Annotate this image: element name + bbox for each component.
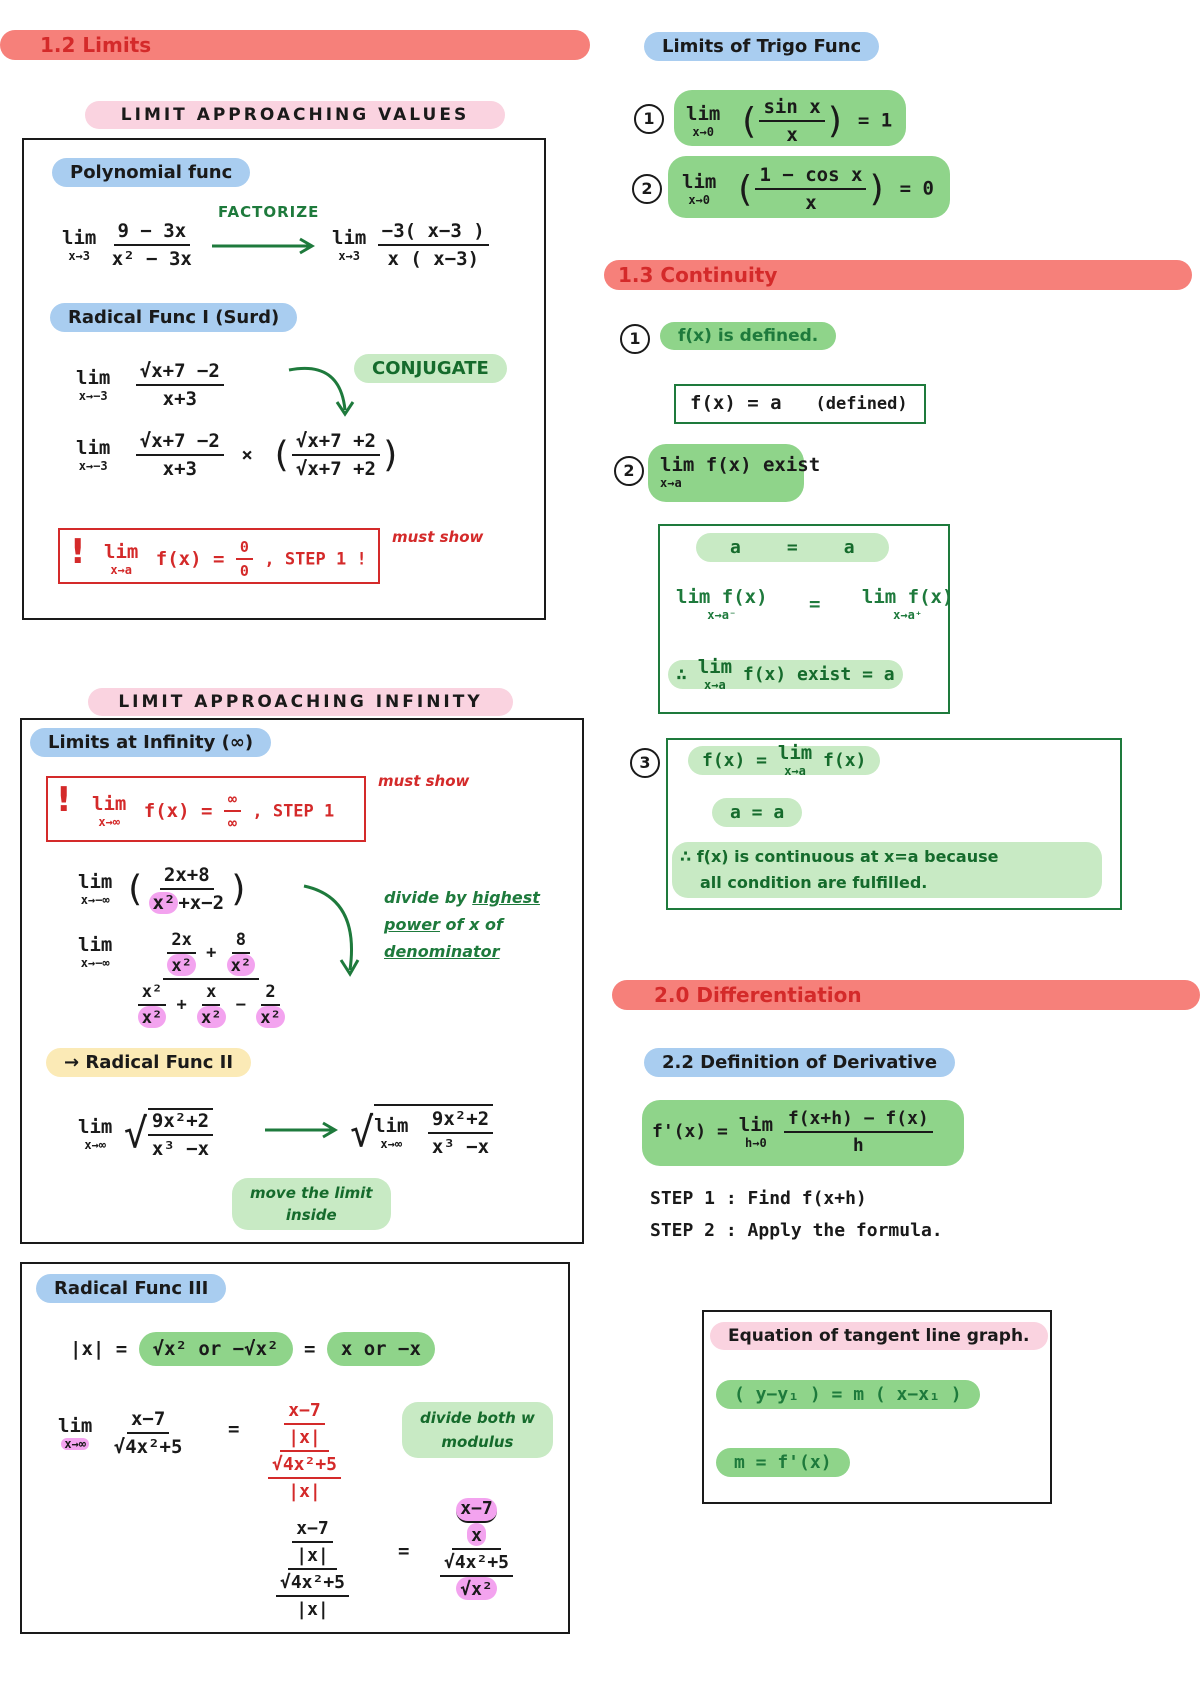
condition-3-expression: f(x) = lim x→a f(x): [688, 744, 880, 777]
tangent-title: Equation of tangent line graph.: [710, 1322, 1048, 1350]
condition-1-pill: f(x) is defined.: [660, 322, 836, 350]
divide-modulus-note: divide both w modulus: [402, 1402, 553, 1458]
number-circle-3: 3: [630, 748, 660, 778]
trigo-func-label: Limits of Trigo Func: [644, 32, 879, 61]
defined-expression: f(x) = a (defined): [690, 392, 908, 414]
slope-equation: m = f'(x): [716, 1448, 850, 1477]
radical-3-expression: lim x→∞ $\frac{x-7}{\text{√4x²+5}}$: [58, 1408, 183, 1458]
step-2: STEP 2 : Apply the formula.: [650, 1220, 943, 1241]
inf-over-inf-rule: lim x→∞ f(x) = $\frac{\infty}{\infty}$ , STEP 1: [92, 790, 335, 832]
a-equals-a: a = a: [696, 536, 889, 558]
section-title: 1.3 Continuity: [618, 263, 778, 287]
radical-2-limit-inside: √ lim x→∞ $\frac{\text{9x²+2}}{\text{x³ −x}}$: [350, 1104, 493, 1158]
radical-func-1-label: Radical Func I (Surd): [50, 303, 297, 332]
one-sided-limits: lim f(x) x→a⁻ = lim f(x) x→a⁺: [676, 586, 954, 622]
radical-3-step2: $\frac{\frac{x-7}{|x|}}{\frac{\text{√4x²+5}}{|x|}}$: [272, 1518, 353, 1620]
continuity-conclusion: ∴ f(x) is continuous at x=a because all condition are fulfilled.: [672, 842, 1102, 898]
infinity-header: LIMIT APPROACHING INFINITY: [88, 688, 513, 716]
radical-1-conjugate: lim x→−3 $\frac{√x+7 -2}{x+3}$ × ( $\frac{√x+7 +2}{√x+7 +2}$ ): [76, 430, 402, 480]
radical-2-expression: lim x→∞ √ $\frac{\text{9x²+2}}{\text{x³ −x}}$: [78, 1108, 213, 1160]
radical-func-2-label: → Radical Func II: [46, 1048, 251, 1077]
derivative-formula: f'(x) = lim h→0 $\frac{f(x+h) - f(x)}{h}$: [652, 1108, 933, 1156]
polynomial-label: Polynomial func: [52, 158, 250, 187]
section-title: 1.2 Limits: [40, 33, 152, 57]
radical-1-expression: lim x→−3 $\frac{√x+7 -2}{x+3}$: [76, 360, 224, 410]
radical-3-divided: $\frac{\frac{x-7}{|x|}}{\frac{\text{√4x²+5}}{|x|}}$: [264, 1400, 345, 1502]
poly-expression: [62, 220, 196, 270]
lim-symbol: lim x→3: [62, 226, 97, 263]
curved-arrow-icon: [285, 360, 365, 420]
fraction: $\frac{9 - 3x}{\text{x² − 3x}}$: [111, 220, 192, 270]
divide-highest-power-note: divide by highest power of x of denominator: [384, 888, 540, 961]
exclamation-icon: !: [70, 532, 86, 572]
number-circle-1: 1: [620, 324, 650, 354]
must-show-note: must show: [392, 528, 484, 546]
sin-limit-expression: lim x→0 ( $\frac{\text{sin x}}{x}$ ) = 1: [686, 96, 893, 146]
tangent-equation: ( y−y₁ ) = m ( x−x₁ ): [716, 1380, 980, 1409]
number-circle-2: 2: [632, 174, 662, 204]
section-band-continuity: [604, 260, 1192, 290]
limits-at-infinity-label: Limits at Infinity (∞): [30, 728, 271, 757]
limit-exists-conclusion: ∴ lim x→a f(x) exist = a: [668, 658, 903, 691]
infinity-example: lim x→−∞ ( $\frac{2x+8}{\text{x² +x−2}}$ ): [78, 864, 250, 914]
step-1: STEP 1 : Find f(x+h): [650, 1188, 867, 1209]
right-arrow-icon: [263, 1120, 343, 1140]
radical-func-3-label: Radical Func III: [36, 1274, 226, 1303]
exclamation-icon: !: [56, 780, 72, 820]
definition-derivative-label: 2.2 Definition of Derivative: [644, 1048, 955, 1077]
equals-sign: =: [398, 1540, 410, 1562]
conjugate-label: CONJUGATE: [354, 354, 507, 383]
radical-3-step3: $\frac{\frac{x-7}{x}}{\frac{\text{√4x²+5}}{\text{√x²}}}$: [436, 1498, 517, 1600]
number-circle-2: 2: [614, 456, 644, 486]
factorize-label: FACTORIZE: [218, 203, 320, 221]
section-band-limits: [0, 30, 590, 60]
equals-sign: =: [228, 1418, 240, 1440]
number-circle-1: 1: [634, 104, 664, 134]
modulus-identity: |x| = √x² or −√x² = x or −x: [70, 1338, 435, 1360]
section-title: 2.0 Differentiation: [654, 983, 862, 1007]
condition-2-text: lim f(x) exist x→a: [660, 454, 821, 490]
values-header: LIMIT APPROACHING VALUES: [85, 101, 505, 129]
curved-arrow-icon: [300, 878, 370, 978]
right-arrow-icon: [210, 236, 320, 256]
must-show-note: must show: [378, 772, 470, 790]
zero-over-zero-rule: lim x→a f(x) = $\frac{0}{0}$ , STEP 1 !: [104, 538, 367, 580]
section-band-differentiation: [612, 980, 1200, 1010]
move-limit-inside-note: move the limit inside: [232, 1178, 391, 1230]
a-equals-a-pill: a = a: [712, 798, 802, 827]
infinity-divided: lim x→−∞ $\frac{2x}{\text{x²}}$ + $\frac{8}{\text{x²}}$ $\frac{\text{x²}}{\text{x²}}$ + $\frac{x}{\text{x²}}$ − $\frac{2}{\text{x²}}$: [78, 930, 289, 1028]
poly-factored: lim x→3 $\frac{-3( x-3 )}{x ( x-3)}$: [332, 220, 489, 270]
cos-limit-expression: lim x→0 ( $\frac{\text{1 − cos x}}{x}$ ) = 0: [682, 164, 934, 214]
